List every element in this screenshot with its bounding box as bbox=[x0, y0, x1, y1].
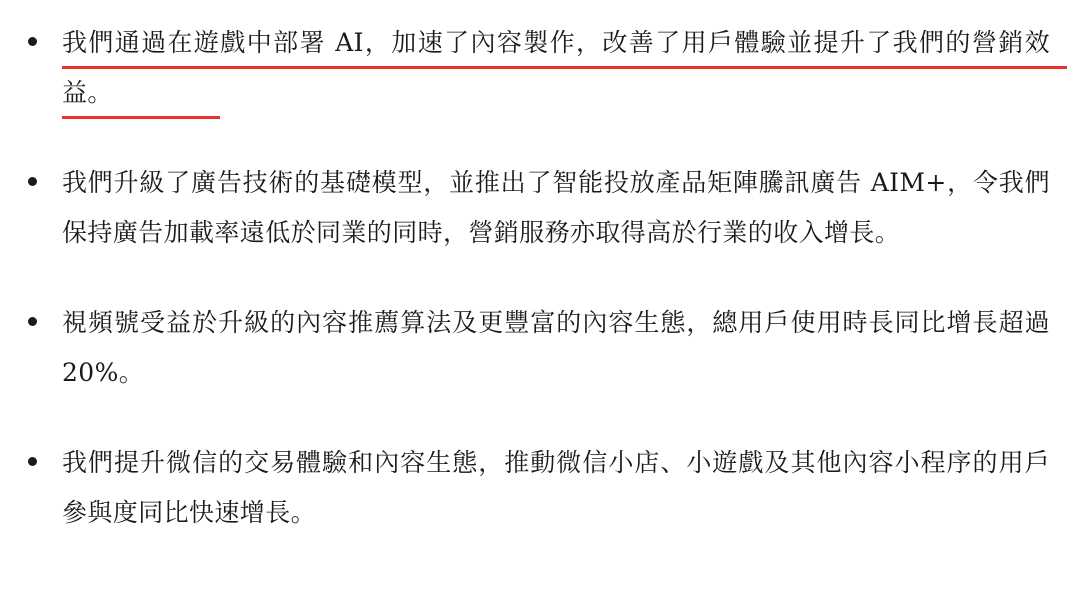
list-item bbox=[20, 158, 1050, 258]
bullet-point-icon bbox=[28, 177, 37, 186]
list-item bbox=[20, 18, 1050, 118]
bullet-text: 我們升級了廣告技術的基礎模型，並推出了智能投放產品矩陣騰訊廣告 AIM+，令我們保持廣告加載率遠低於同業的同時，營銷服務亦取得高於行業的收入增長。 bbox=[62, 168, 1050, 247]
bullet-text: 我們提升微信的交易體驗和內容生態，推動微信小店、小遊戲及其他內容小程序的用戶參與度同比快速增長。 bbox=[62, 448, 1050, 527]
bullet-text: 我們通過在遊戲中部署 AI，加速了內容製作，改善了用戶體驗並提升了我們的營銷效益。 bbox=[62, 18, 1050, 118]
red-underline-line-1 bbox=[62, 66, 1067, 69]
list-item bbox=[20, 298, 1050, 398]
red-underline-line-2 bbox=[62, 116, 220, 119]
bullet-point-icon bbox=[28, 457, 37, 466]
bullet-text: 視頻號受益於升級的內容推薦算法及更豐富的內容生態，總用戶使用時長同比增長超過20%。 bbox=[62, 308, 1050, 387]
bullet-list bbox=[20, 18, 1050, 538]
bullet-point-icon bbox=[28, 37, 37, 46]
bullet-point-icon bbox=[28, 317, 37, 326]
list-item bbox=[20, 438, 1050, 538]
